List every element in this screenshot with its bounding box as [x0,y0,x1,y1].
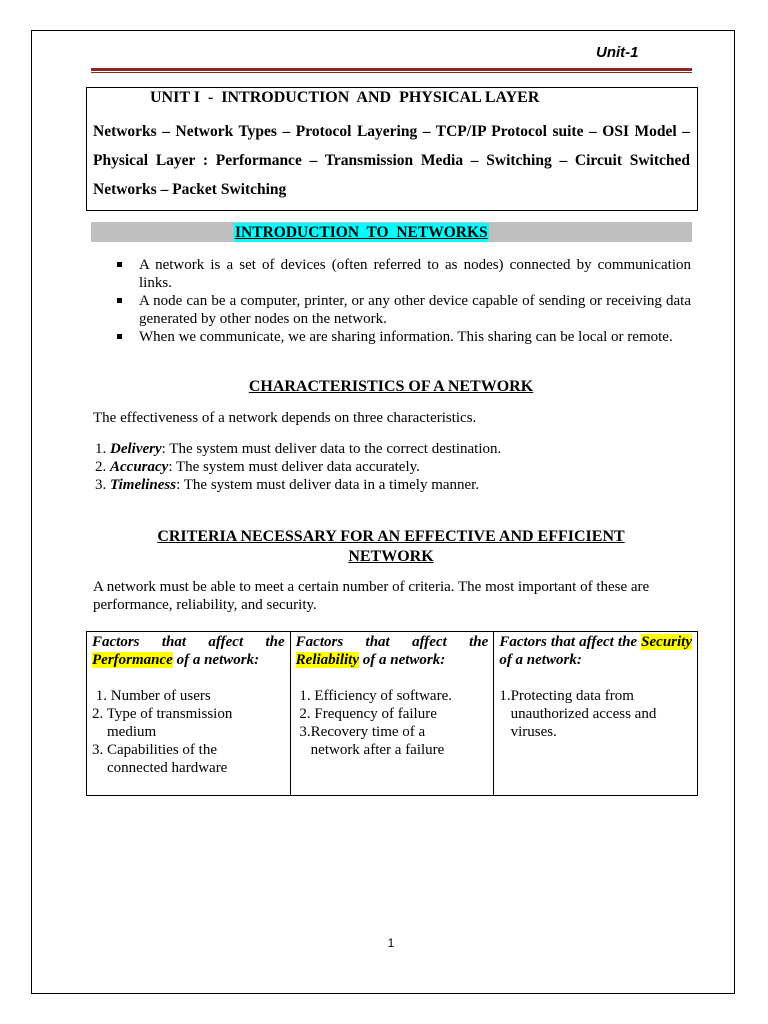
highlighted-keyword: Performance [92,652,173,668]
factors-table [86,631,698,796]
characteristics-heading: CHARACTERISTICS OF A NETWORK [248,378,534,395]
unit-label: Unit-1 [596,44,639,61]
column-heading [499,633,692,669]
list-item [95,458,695,476]
list-item: viruses. [499,724,557,740]
factor-list [499,687,692,741]
list-item [114,328,691,346]
heading-text: Factors that affect the [499,634,642,650]
item-term: Accuracy [110,459,169,475]
table-cell-performance [87,632,291,796]
page-number: 1 [387,936,395,950]
heading-text: of a network: [358,652,446,668]
criteria-heading-line2: NETWORK [348,548,434,565]
list-item [95,440,695,458]
list-item: network after a failure [295,742,445,758]
item-number: 3. [95,477,107,493]
factor-list [296,687,489,759]
header-rule [91,68,692,71]
list-item: 3. Capabilities of the [92,742,217,758]
table-row [87,632,698,796]
heading-text: Factors that affect the [295,634,489,650]
characteristics-intro: The effectiveness of a network depends on three characteristics. [93,410,477,426]
list-item [114,256,691,292]
bullet-square-icon [117,298,122,303]
list-item: connected hardware [92,760,228,776]
item-term: Delivery [110,441,162,457]
list-item: 1. Efficiency of software. [295,688,452,704]
bullet-text: When we communicate, we are sharing information. This sharing can be local or remote. [139,329,673,345]
list-item [95,476,695,494]
list-item: 1. Number of users [92,688,211,704]
criteria-intro: A network must be able to meet a certain number of criteria. The most important of these are performance, reliability, and security. [93,579,650,613]
syllabus-title: UNIT I - INTRODUCTION AND PHYSICAL LAYER [150,89,540,106]
list-item [114,292,691,328]
bullet-square-icon [117,334,122,339]
heading-text: of a network: [172,652,260,668]
list-item: medium [92,724,157,740]
bullet-text: A network is a set of devices (often referred to as nodes) connected by communication links. [139,257,691,291]
list-item: 2. Frequency of failure [295,706,437,722]
factor-list [92,687,285,777]
header-rule-thin [91,72,692,73]
characteristics-list [95,440,695,494]
syllabus-topics: Networks – Network Types – Protocol Layering – TCP/IP Protocol suite – OSI Model – Physical Layer : Performance – Transmission Media – Switching – Circuit Switched Networks – Packet Switching [93,123,690,198]
intro-heading: INTRODUCTION TO NETWORKS [235,224,488,241]
table-cell-security [494,632,698,796]
criteria-heading [0,527,768,567]
highlighted-keyword: Security [641,634,692,650]
item-text: : The system must deliver data to the correct destination. [161,441,502,457]
heading-text: Factors that affect the [92,634,285,650]
item-number: 2. [95,459,107,475]
heading-text: of a network: [499,652,582,668]
criteria-heading-line1: CRITERIA NECESSARY FOR AN EFFECTIVE AND EFFICIENT [157,528,625,545]
list-item: 3.Recovery time of a [295,724,426,740]
intro-bullet-list [114,256,691,346]
list-item: 2. Type of transmission [92,706,233,722]
item-text: : The system must deliver data in a timely manner. [176,477,480,493]
table-cell-reliability [290,632,494,796]
highlighted-keyword: Reliability [295,652,359,668]
item-text: : The system must deliver data accurately. [168,459,420,475]
column-heading [296,633,489,669]
bullet-text: A node can be a computer, printer, or any other device capable of sending or receiving data generated by other nodes on the network. [139,293,691,327]
list-item: unauthorized access and [499,706,657,722]
item-term: Timeliness [110,477,177,493]
column-heading [92,633,285,669]
item-number: 1. [95,441,107,457]
list-item: 1.Protecting data from [499,688,634,704]
bullet-square-icon [117,262,122,267]
